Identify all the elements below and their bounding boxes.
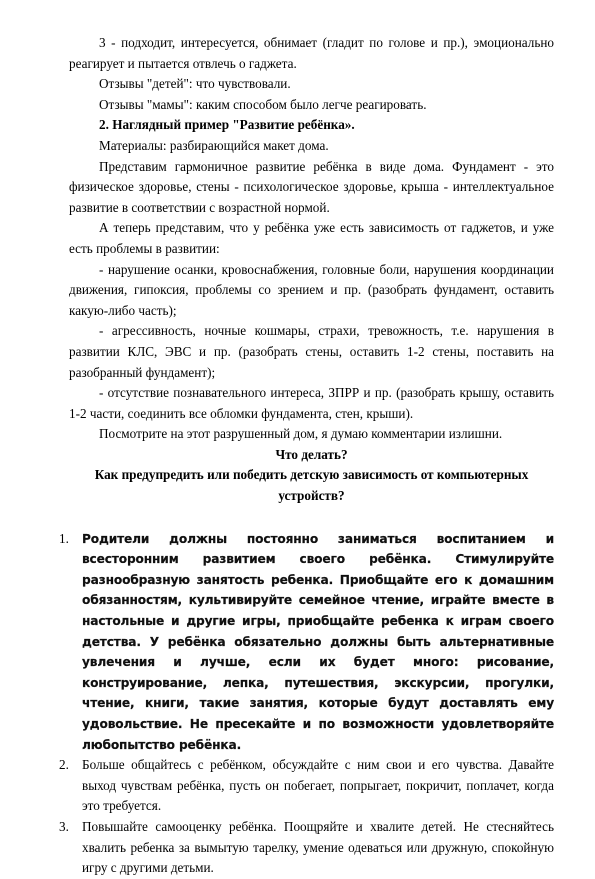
paragraph-roof-problems: - отсутствие познавательного интереса, ЗПРР и пр. (разобрать крышу, оставить 1-2 части, соединить все обломки фундамента, стен, крыши). [69, 385, 554, 421]
list-item-number: 3. [59, 818, 69, 834]
spacer [69, 507, 554, 529]
paragraph-materials: Материалы: разбирающийся макет дома. [99, 137, 329, 153]
paragraph-house-metaphor: Представим гармоничное развитие ребёнка в виде дома. Фундамент - это физическое здоровье, стены - психологическое здоровье, крыша - интеллектуальное развитие в соответствии с возрастной нормой. [69, 158, 554, 215]
section-2-title: 2. Наглядный пример "Развитие ребёнка». [99, 117, 355, 133]
paragraph-dependency-intro: А теперь представим, что у ребёнка уже есть зависимость от гаджетов, и уже есть проблемы в развитии: [69, 220, 554, 256]
list-item-text: Родители должны постоянно заниматься воспитанием и всесторонним развитием своего ребёнка. Стимулируйте разнообразную занятость ребенка. Приобщайте его к домашним обязанностям, культивируйте семейное чтение, играйте вместе в настольные и другие игры, приобщайте ребенка к играм своего детства. У ребёнка обязательно должны быть альтернативные увлечения и лучше, если их будет много: рисование, конструирование, лепка, путешествия, экскурсии, прогулки, чтение, книги, такие занятия, которые будут доставлять ему удовольствие. Не пресекайте и по возможности удовлетворяйте любопытство ребёнка. [82, 531, 554, 752]
heading-how-to-prevent: Как предупредить или победить детскую зависимость от компьютерных устройств? [94, 467, 529, 504]
list-item-text: Больше общайтесь с ребёнком, обсуждайте с ним свои и его чувства. Давайте выход чувствам ребёнка, пусть он побегает, попрыгает, покричит, поплачет, когда это требуется. [82, 757, 554, 814]
heading-what-to-do: Что делать? [275, 446, 348, 462]
paragraph-walls-problems: - агрессивность, ночные кошмары, страхи, тревожность, т.е. нарушения в развитии КЛС, ЭВС и пр. (разобрать стены, оставить 1-2 стены, поставить на разобранный фундамент); [69, 323, 554, 380]
paragraph-foundation-problems: - нарушение осанки, кровоснабжения, головные боли, нарушения координации движения, гипоксия, проблемы со зрением и пр. (разобрать фундамент, оставить какую-либо часть); [69, 261, 554, 318]
list-item [59, 529, 554, 756]
advice-list [59, 529, 554, 879]
paragraph-step-3: 3 - подходит, интересуется, обнимает (гладит по голове и пр.), эмоционально реагирует и пытается отвлечь о гаджета. [69, 35, 554, 71]
paragraph-ruined-house: Посмотрите на этот разрушенный дом, я думаю комментарии излишни. [99, 426, 503, 442]
list-item [59, 755, 554, 817]
list-item-number: 1. [59, 530, 69, 546]
list-item [59, 817, 554, 879]
document-body [59, 33, 554, 879]
list-item-text: Повышайте самооценку ребёнка. Поощряйте и хвалите детей. Не стесняйтесь хвалить ребенка за вымытую тарелку, умение одеваться или дружную, спокойную игру с другими детьми. [82, 818, 554, 876]
list-item-number: 2. [59, 757, 69, 773]
paragraph-children-feedback: Отзывы "детей": что чувствовали. [99, 76, 291, 92]
paragraph-mother-feedback: Отзывы "мамы": каким способом было легче реагировать. [99, 96, 427, 112]
